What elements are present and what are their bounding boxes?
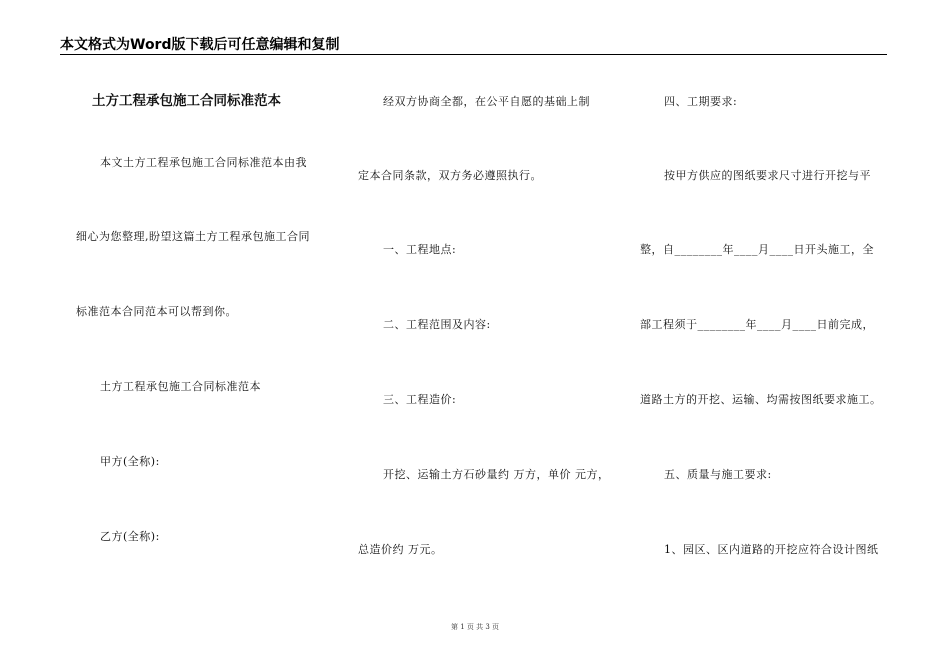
header-rule xyxy=(60,54,887,55)
col1-line: 细心为您整理,盼望这篇土方工程承包施工合同 xyxy=(76,230,310,243)
col2-line: 定本合同条款，双方务必遵照执行。 xyxy=(358,169,542,182)
col2-line: 二、工程范围及内容: xyxy=(383,318,491,331)
col3-line: 四、工期要求: xyxy=(664,95,738,108)
col1-line: 乙方(全称): xyxy=(100,530,160,543)
col3-line: 部工程须于________年____月____日前完成， xyxy=(640,318,874,331)
col3-line: 整，自________年____月____日开头施工，全 xyxy=(640,243,874,256)
col3-line: 1、园区、区内道路的开挖应符合设计图纸 xyxy=(664,543,879,556)
col1-line: 土方工程承包施工合同标准范本 xyxy=(100,380,261,393)
col1-line: 甲方(全称): xyxy=(100,455,160,468)
col2-line: 经双方协商全都，在公平自愿的基础上制 xyxy=(383,95,590,108)
col3-line: 五、质量与施工要求: xyxy=(664,468,772,481)
col3-line: 道路土方的开挖、运输、均需按图纸要求施工。 xyxy=(640,393,882,406)
page-footer: 第 1 页 共 3 页 xyxy=(450,623,500,631)
col1-line: 标准范本合同范本可以帮到你。 xyxy=(76,305,237,318)
col1-line: 本文土方工程承包施工合同标准范本由我 xyxy=(100,156,307,169)
col2-line: 总造价约 万元。 xyxy=(358,543,443,556)
col3-line: 按甲方供应的图纸要求尺寸进行开挖与平 xyxy=(664,169,871,182)
document-header: 本文格式为Word版下载后可任意编辑和复制 xyxy=(60,37,340,53)
col2-line: 开挖、运输土方石砂量约 万方，单价 元方， xyxy=(383,468,610,481)
col2-line: 三、工程造价: xyxy=(383,393,457,406)
col2-line: 一、工程地点: xyxy=(383,243,457,256)
document-title: 土方工程承包施工合同标准范本 xyxy=(92,93,281,109)
